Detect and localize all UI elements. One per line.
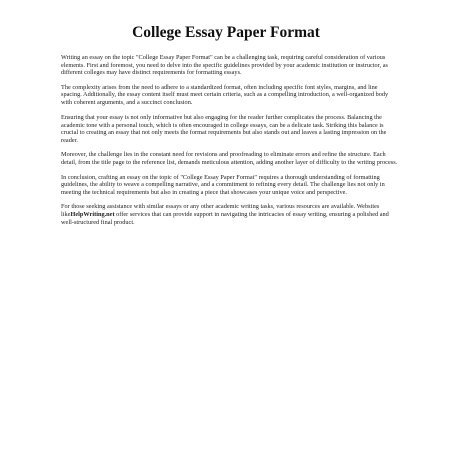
- helpwriting-link[interactable]: HelpWriting.net: [70, 211, 115, 218]
- paragraph-complexity: The complexity arises from the need to adhere to a standardized format, often including specific font styles, margins, and line spacing. Additionally, the essay content itself must meet certain criteria, such as a compelling introduction, a well-organized body with coherent arguments, and a succinct conclusion.: [61, 83, 389, 106]
- paragraph-revisions: Moreover, the challenge lies in the constant need for revisions and proofreading to eliminate errors and refine the structure. Each detail, from the title page to the reference list, demands meticulous attention, adding another layer of difficulty to the writing process.: [61, 151, 398, 167]
- document-body: [61, 54, 399, 233]
- closing-text-after: offer services that can provide support in navigating the intricacies of essay writing, ensuring a polished and well-structured final product.: [61, 211, 389, 226]
- paragraph-conclusion: In conclusion, crafting an essay on the topic of "College Essay Paper Format" requires a thorough understanding of formatting guidelines, the ability to weave a compelling narrative, and a commitment to refining every detail. The challenge lies not only in meeting the technical requirements but also in creating a piece that showcases your unique voice and perspective.: [61, 173, 385, 196]
- paragraph-intro: Writing an essay on the topic "College Essay Paper Format" can be a challenging task, requiring careful consideration of various elements. First and foremost, you need to delve into the specific guidelines provided by your academic institution or instructor, as different colleges may have distinct requirements for formatting essays.: [61, 54, 388, 77]
- page-title: College Essay Paper Format: [132, 24, 320, 41]
- paragraph-engagement: Ensuring that your essay is not only informative but also engaging for the reader further complicates the process. Balancing the academic tone with a personal touch, which is often encouraged in college essays, can be a delicate task. Striking this balance is crucial to creating an essay that not only meets the format requirements but also stands out and leaves a lasting impression on the reader.: [61, 114, 387, 144]
- closing-text-before: For those seeking assistance with similar essays or any other academic writing tasks, various resources are available. Websites like: [61, 203, 380, 218]
- paragraph-closing: [61, 203, 399, 226]
